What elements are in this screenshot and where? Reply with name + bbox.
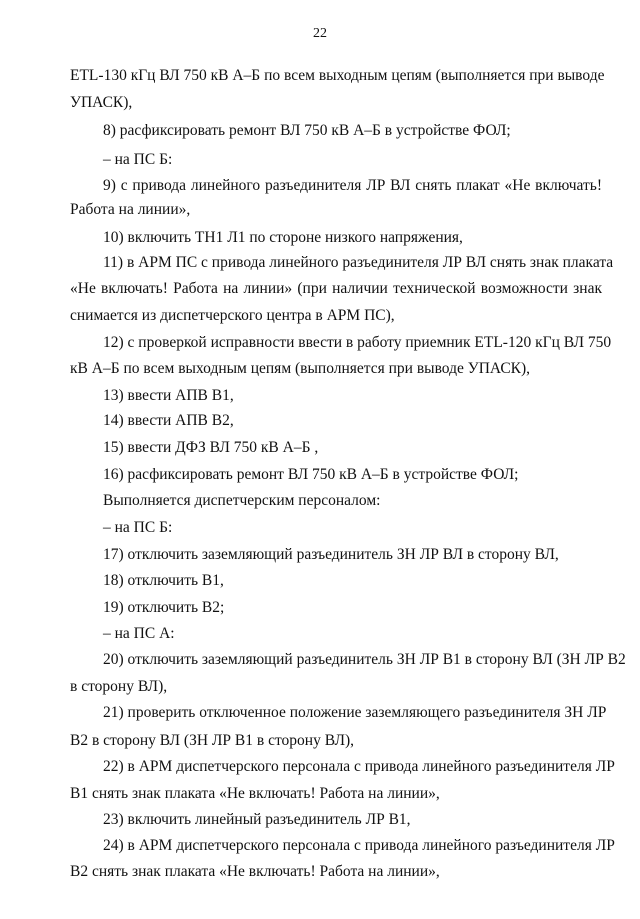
text-line: 22) в АРМ диспетчерского персонала с привода линейного разъединителя ЛР — [103, 758, 615, 775]
text-line: 18) отключить В1, — [103, 572, 224, 589]
text-line: 9) с привода линейного разъединителя ЛР ВЛ снять плакат «Не включать! — [103, 177, 602, 194]
text-line: – на ПС Б: — [103, 151, 173, 168]
text-line: «Не включать! Работа на линии» (при наличии технической возможности знак — [70, 280, 602, 297]
text-line: 24) в АРМ диспетчерского персонала с привода линейного разъединителя ЛР — [103, 837, 615, 854]
text-line: Выполняется диспетчерским персоналом: — [103, 492, 381, 509]
text-line: 8) расфиксировать ремонт ВЛ 750 кВ А–Б в устройстве ФОЛ; — [103, 122, 511, 139]
page-number: 22 — [313, 26, 327, 41]
text-line: 21) проверить отключенное положение заземляющего разъединителя ЗН ЛР — [103, 704, 607, 721]
text-line: 13) ввести АПВ В1, — [103, 387, 234, 404]
text-line: 23) включить линейный разъединитель ЛР В1, — [103, 811, 411, 828]
text-line: – на ПС А: — [103, 625, 175, 642]
text-line: В2 снять знак плаката «Не включать! Работа на линии», — [70, 863, 440, 880]
text-line: в сторону ВЛ), — [70, 678, 168, 695]
text-line: В1 снять знак плаката «Не включать! Работа на линии», — [70, 785, 440, 802]
text-line: 11) в АРМ ПС с привода линейного разъединителя ЛР ВЛ снять знак плаката — [103, 254, 614, 271]
text-line: кВ А–Б по всем выходным цепям (выполняется при выводе УПАСК), — [70, 360, 531, 377]
text-line: 17) отключить заземляющий разъединитель ЗН ЛР ВЛ в сторону ВЛ, — [103, 546, 559, 563]
text-line: Работа на линии», — [70, 201, 191, 218]
text-line: УПАСК), — [70, 94, 133, 111]
text-line: 14) ввести АПВ В2, — [103, 412, 234, 429]
text-line: 16) расфиксировать ремонт ВЛ 750 кВ А–Б в устройстве ФОЛ; — [103, 466, 519, 483]
text-line: ETL-130 кГц ВЛ 750 кВ А–Б по всем выходным цепям (выполняется при выводе — [70, 67, 605, 84]
text-line: 12) с проверкой исправности ввести в работу приемник ETL-120 кГц ВЛ 750 — [103, 334, 612, 351]
text-line: 19) отключить В2; — [103, 599, 225, 616]
text-line: 20) отключить заземляющий разъединитель ЗН ЛР В1 в сторону ВЛ (ЗН ЛР В2 — [103, 651, 626, 668]
text-line: В2 в сторону ВЛ (ЗН ЛР В1 в сторону ВЛ), — [70, 732, 354, 749]
text-line: – на ПС Б: — [103, 519, 173, 536]
text-line: 10) включить ТН1 Л1 по стороне низкого напряжения, — [103, 229, 463, 246]
text-line: 15) ввести ДФЗ ВЛ 750 кВ А–Б , — [103, 439, 319, 456]
text-line: снимается из диспетчерского центра в АРМ ПС), — [70, 307, 395, 324]
